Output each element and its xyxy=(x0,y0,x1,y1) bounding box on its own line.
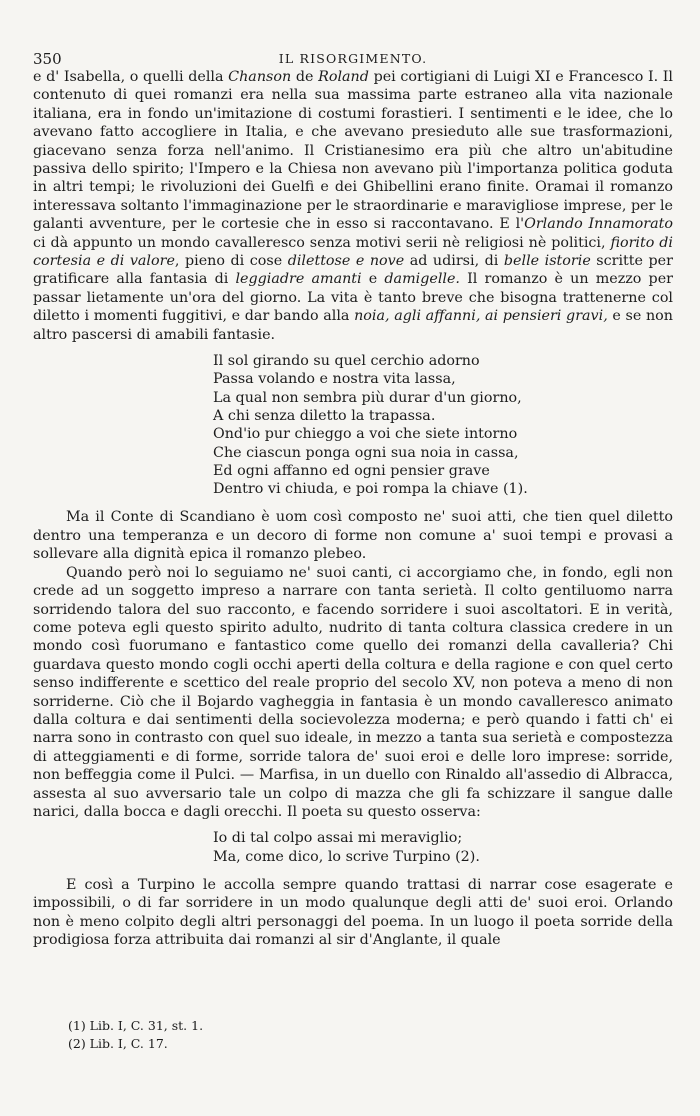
verse-quote-1 xyxy=(33,352,673,498)
page-number: 350 xyxy=(33,50,62,68)
verse-line: Che ciascun ponga ogni sua noia in cassa, xyxy=(213,444,519,461)
italic-phrase: belle istorie xyxy=(503,253,591,270)
verse-line: Il sol girando su quel cerchio adorno xyxy=(213,353,480,370)
italic-phrase: noia, agli affanni, ai pensieri gravi, xyxy=(354,308,608,325)
page-header xyxy=(33,50,673,68)
paragraph-2: Ma il Conte di Scandiano è uom così composto ne' suoi atti, che tien quel diletto dentro una temperanza e un decoro di forme non comune a' suoi tempi e provasi a sollevare alla dignità epica il romanzo plebeo. xyxy=(33,509,673,563)
italic-phrase: Chanson xyxy=(228,69,292,85)
main-text xyxy=(33,68,673,950)
verse-line: Ond'io pur chieggo a voi che siete intorno xyxy=(213,426,518,443)
italic-phrase: leggiadre amanti xyxy=(235,271,362,288)
italic-phrase: damigelle. xyxy=(384,271,460,288)
verse-line: Passa volando e nostra vita lassa, xyxy=(213,371,456,388)
verse-line: La qual non sembra più durar d'un giorno, xyxy=(213,389,522,406)
verse-line: Io di tal colpo assai mi meraviglio; xyxy=(213,830,463,847)
italic-phrase: dilettose e nove xyxy=(287,253,405,270)
footnotes xyxy=(68,1017,203,1053)
italic-phrase: Orlando Innamorato xyxy=(524,216,673,233)
footnote-2: (2) Lib. I, C. 17. xyxy=(68,1036,168,1051)
verse-line: A chi senza diletto la trapassa. xyxy=(213,407,436,424)
verse-line: Dentro vi chiuda, e poi rompa la chiave (1). xyxy=(213,481,528,498)
footnote-1: (1) Lib. I, C. 31, st. 1. xyxy=(68,1018,204,1033)
italic-phrase: fiorito di cortesia e di valore xyxy=(33,234,673,270)
paragraph-1: e d' Isabella, o quelli della Chanson de Roland pei cortigiani di Luigi XI e Francesco I. Il contenuto di quei romanzi era nella sua massima parte estraneo alla vita nazionale italiana, era in fondo un'imitazione di costumi forastieri. I sentimenti e le idee, che lo avevano fatto accogliere in Italia, e che avevano presieduto alle sue trasformazioni, giacevano senza forza nell'animo. Il Cristianesimo era più che altro un'abitudine passiva dello spirito; l'Impero e la Chiesa non avevano più l'importanza politica goduta in altri tempi; le rivoluzioni dei Guelfi e dei Ghibellini erano finite. Oramai il romanzo interessava soltanto l'immaginazione per le straordinarie e maravigliose imprese, per le galanti avventure, per le cortesie che in esso si raccontavano. E l'Orlando Innamorato ci dà appunto un mondo cavalleresco senza motivi serii nè religiosi nè politici, fiorito di cortesia e di valore, pieno di cose dilettose e nove ad udirsi, di belle istorie scritte per gratificare alla fantasia di leggiadre amanti e damigelle. Il romanzo è un mezzo per passar lietamente un'ora del giorno. La vita è tanto breve che bisogna trattenerne col diletto i momenti fuggitivi, e dar bando alla noia, agli affanni, ai pensieri gravi, e se non altro pascersi di amabili fantasie. xyxy=(33,69,674,343)
paragraph-4: E così a Turpino le accolla sempre quando trattasi di narrar cose esagerate e impossibili, o di far sorridere in un modo qualunque degli atti de' suoi eroi. Orlando non è meno colpito degli altri personaggi del poema. In un luogo il poeta sorride della prodigiosa forza attribuita dai romanzi al sir d'Anglante, il quale xyxy=(33,876,673,949)
verse-line: Ma, come dico, lo scrive Turpino (2). xyxy=(213,848,480,865)
italic-phrase: Roland xyxy=(318,69,369,85)
running-title: IL RISORGIMENTO. xyxy=(278,51,428,66)
paragraph-3: Quando però noi lo seguiamo ne' suoi canti, ci accorgiamo che, in fondo, egli non crede ad un soggetto impreso a narrare con tanta serietà. Il colto gentiluomo narra sorridendo talora del suo racconto, e facendo sorridere i suoi ascoltatori. E in verità, come poteva egli questo spirito adulto, nudrito di tanta coltura classica credere in un mondo così fuorumano e fantastico come quello dei romanzi della cavalleria? Chi guardava questo mondo cogli occhi aperti della coltura e della ragione e con quel certo senso indifferente e scettico del reale proprio del secolo XV, non poteva a meno di non sorriderne. Ciò che il Bojardo vagheggia in fantasia è un mondo cavalleresco animato dalla coltura e dai sentimenti della socievolezza moderna; e però quando i fatti ch' ei narra sono in contrasto con quel suo ideale, in mezzo a tanta sua serietà e compostezza di atteggiamenti e di forme, sorride talora de' suoi eroi e delle loro imprese: sorride, non beffeggia come il Pulci. — Marfisa, in un duello con Rinaldo all'assedio di Albracca, assesta al suo avversario tale un colpo di mazza che gli fa schizzare il sangue dalle narici, dalla bocca e dagli orecchi. Il poeta su questo osserva: xyxy=(33,564,673,820)
verse-quote-2 xyxy=(33,829,673,866)
verse-line: Ed ogni affanno ed ogni pensier grave xyxy=(213,462,490,479)
